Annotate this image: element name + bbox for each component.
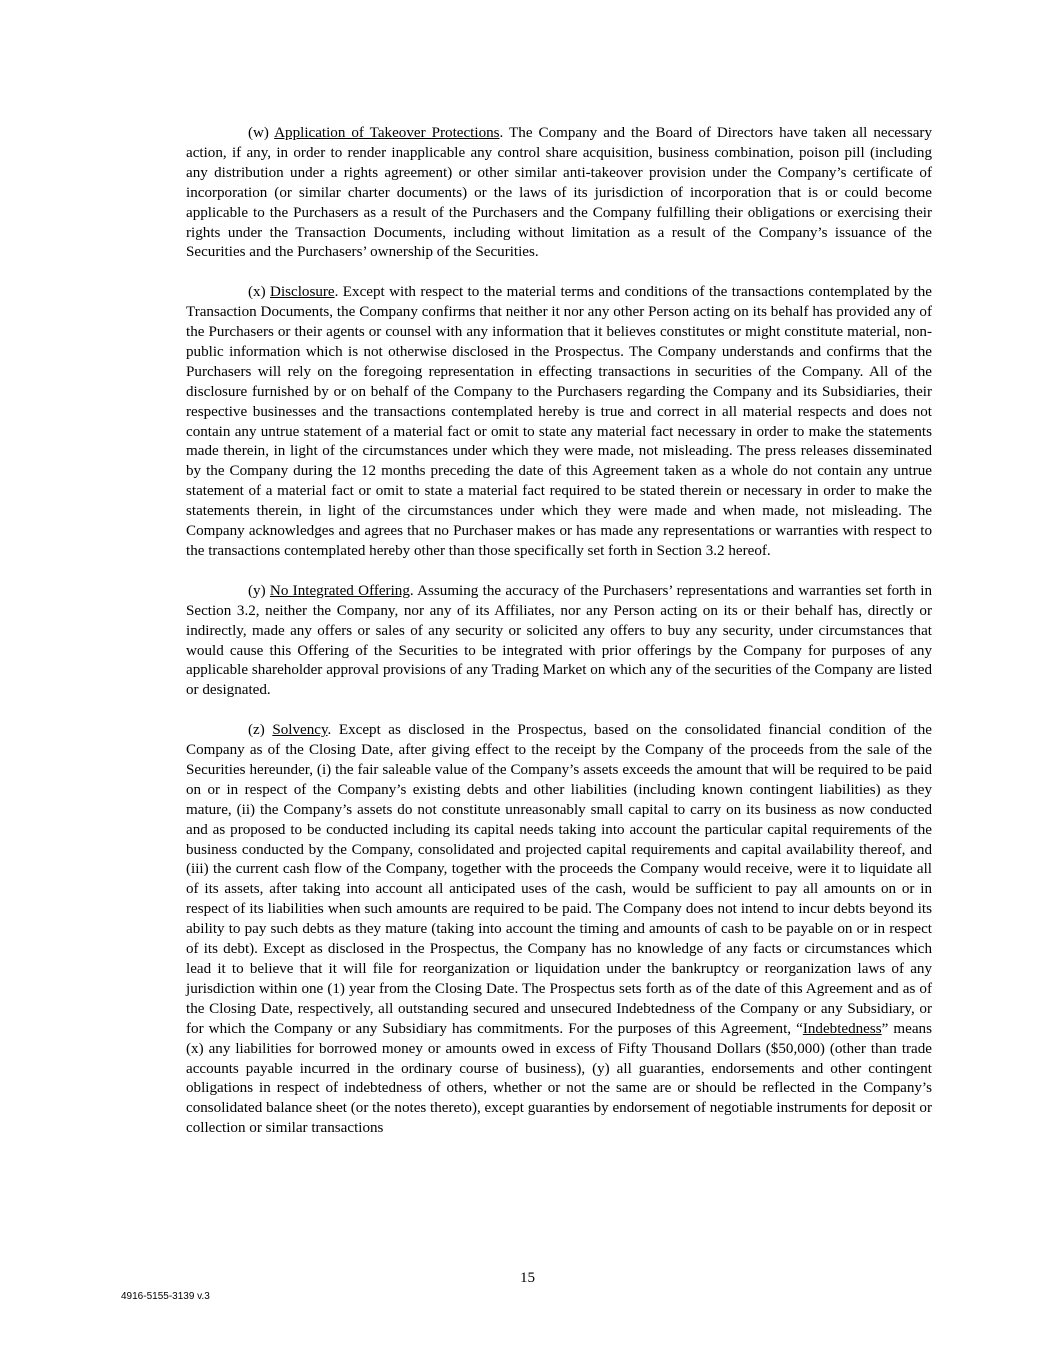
- page-number: 15: [519, 1270, 536, 1286]
- section-w-heading: Application of Takeover Protections: [274, 125, 500, 141]
- section-w-paragraph: [186, 124, 932, 263]
- section-x-body: . Except with respect to the material terms and conditions of the transactions contemplated by the Transaction Documents, the Company confirms that neither it nor any other Person acting on its behalf has provided any of the Purchasers or their agents or counsel with any information that it believes constitutes or might constitute material, non-public information which is not otherwise disclosed in the Prospectus. The Company understands and confirms that the Purchasers will rely on the foregoing representation in effecting transactions in securities of the Company. All of the disclosure furnished by or on behalf of the Company to the Purchasers regarding the Company and its Subsidiaries, their respective businesses and the transactions contemplated hereby is true and correct in all material respects and does not contain any untrue statement of a material fact or omit to state any material fact necessary in order to make the statements made therein, in light of the circumstances under which they were made, not misleading. The press releases disseminated by the Company during the 12 months preceding the date of this Agreement taken as a whole do not contain any untrue statement of a material fact or omit to state a material fact required to be stated therein or necessary in order to make the statements therein, in light of the circumstances under which they were made and when made, not misleading. The Company acknowledges and agrees that no Purchaser makes or has made any representations or warranties with respect to the transactions contemplated hereby other than those specifically set forth in Section 3.2 hereof.: [186, 284, 933, 560]
- section-x-heading: Disclosure: [270, 284, 335, 301]
- defined-term-indebtedness: Indebtedness: [802, 1020, 882, 1037]
- section-z-paragraph: [186, 721, 932, 1139]
- section-w-body: . The Company and the Board of Directors have taken all necessary action, if any, in order to render inapplicable any control share acquisition, business combination, poison pill (including any distribution under a rights agreement) or other similar anti-takeover provision under the Company’s certificate of incorporation (or similar charter documents) or the laws of its jurisdiction of incorporation that is or could become applicable to the Purchasers as a result of the Purchasers and the Company fulfilling their obligations or exercising their rights under the Transaction Documents, including without limitation as a result of the Company’s issuance of the Securities and the Purchasers’ ownership of the Securities.: [186, 125, 932, 261]
- section-z-label: (z): [248, 722, 265, 739]
- document-id: 4916-5155-3139 v.3: [121, 1291, 210, 1302]
- section-z-body-continued: ” means (x) any liabilities for borrowed money or amounts owed in excess of Fifty Thousand Dollars ($50,000) (other than trade accounts payable incurred in the ordinary course of business), (y) all guaranties, endorsements and other contingent obligations in respect of indebtedness of others, whether or not the same are or should be reflected in the Company’s consolidated balance sheet (or the notes thereto), except guaranties by endorsement of negotiable instruments for deposit or collection or similar transactions: [186, 1020, 932, 1137]
- section-x-label: (x): [248, 284, 266, 301]
- section-y-paragraph: [186, 582, 932, 701]
- section-w-label: (w): [248, 125, 269, 141]
- document-body: [186, 124, 932, 1159]
- section-y-heading: No Integrated Offering: [269, 582, 410, 599]
- section-z-heading: Solvency: [272, 722, 328, 739]
- section-y-body: . Assuming the accuracy of the Purchasers’ representations and warranties set forth in Section 3.2, neither the Company, nor any of its Affiliates, nor any Person acting on its or their behalf has, directly or indirectly, made any offers or sales of any security or solicited any offers to buy any security, under circumstances that would cause this Offering of the Securities to be integrated with prior offerings by the Company for purposes of any applicable shareholder approval provisions of any Trading Market on which any of the securities of the Company are listed or designated.: [186, 582, 932, 699]
- section-y-label: (y): [248, 582, 266, 599]
- section-x-paragraph: [186, 283, 932, 562]
- section-z-body: . Except as disclosed in the Prospectus, based on the consolidated financial condition of the Company as of the Closing Date, after giving effect to the receipt by the Company of the proceeds from the sale of the Securities hereunder, (i) the fair saleable value of the Company’s assets exceeds the amount that will be required to be paid on or in respect of the Company’s existing debts and other liabilities (including known contingent liabilities) as they mature, (ii) the Company’s assets do not constitute unreasonably small capital to carry on its business as now conducted and as proposed to be conducted including its capital needs taking into account the particular capital requirements of the business conducted by the Company, consolidated and projected capital requirements and capital availability thereof, and (iii) the current cash flow of the Company, together with the proceeds the Company would receive, were it to liquidate all of its assets, after taking into account all anticipated uses of the cash, would be sufficient to pay all amounts on or in respect of its liabilities when such amounts are required to be paid. The Company does not intend to incur debts beyond its ability to pay such debts as they mature (taking into account the timing and amounts of cash to be payable on or in respect of its debt). Except as disclosed in the Prospectus, the Company has no knowledge of any facts or circumstances which lead it to believe that it will file for reorganization or liquidation under the bankruptcy or reorganization laws of any jurisdiction within one (1) year from the Closing Date. The Prospectus sets forth as of the date of this Agreement and as of the Closing Date, respectively, all outstanding secured and unsecured Indebtedness of the Company or any Subsidiary, or for which the Company or any Subsidiary has commitments. For the purposes of this Agreement, “: [186, 722, 933, 1037]
